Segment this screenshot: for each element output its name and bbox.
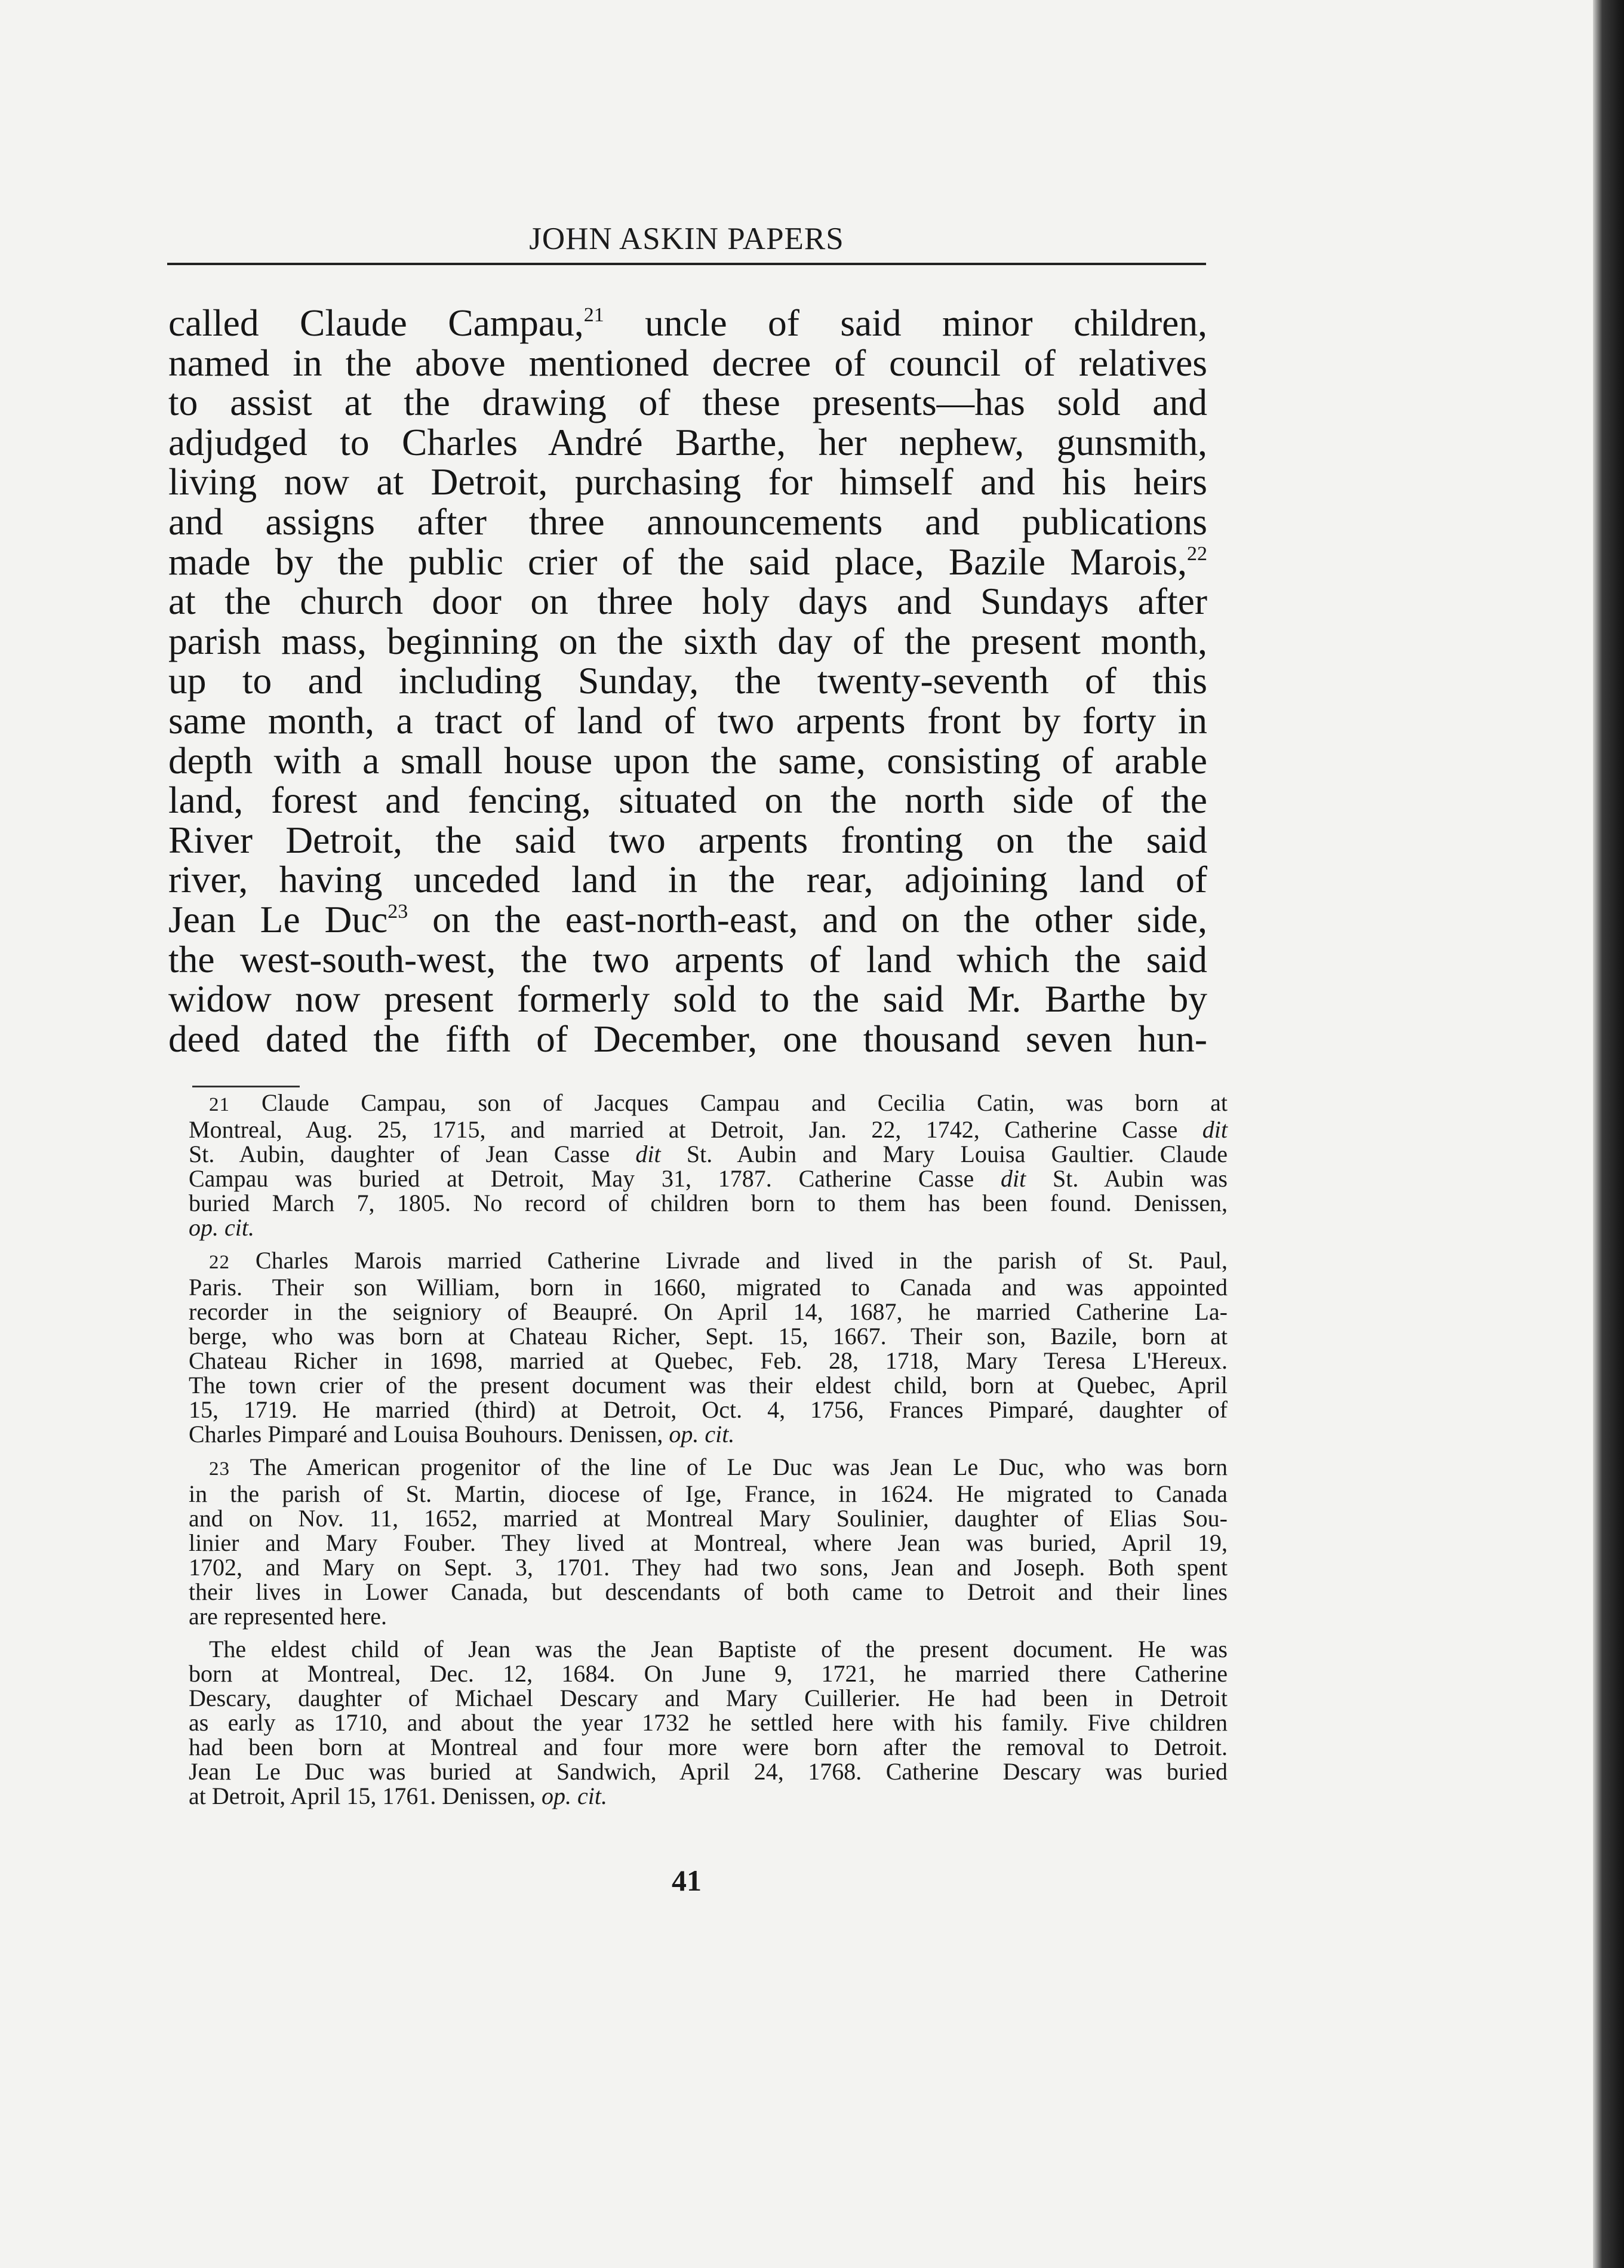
- text-line: named in the above mentioned decree of council of relatives: [168, 341, 1207, 384]
- text-line: River Detroit, the said two arpents fronting on the said: [168, 818, 1207, 861]
- text-line: and assigns after three announcements and publications: [168, 500, 1207, 543]
- running-head: JOHN ASKIN PAPERS: [529, 222, 844, 256]
- footnote-ref-21: 21: [583, 304, 604, 326]
- text-line: land, forest and fencing, situated on the north side of the: [168, 779, 1207, 822]
- text-line: depth with a small house upon the same, consisting of arable: [168, 739, 1207, 782]
- footnote-21: 21 Claude Campau, son of Jacques Campau and Cecilia Catin, was born at Montreal, Aug. 25, 1715, and married at Detroit, Jan. 22, 1742, Catherine Casse dit St. Aubin, daughter of Jean Casse dit St. Aubin and Mary Louisa Gaultier. Claude Campau was buried at Detroit, May 31, 1787. Catherine Casse dit St. Aubin was buried March 7, 1805. No record of children born to them has been found. Denissen, op. cit.: [189, 1089, 1228, 1241]
- text-line: called Claude Campau,$^{21}$ uncle of said minor children,: [168, 302, 1207, 344]
- text-line: the west-south-west, the two arpents of land which the said: [168, 938, 1207, 981]
- text-line: same month, a tract of land of two arpents front by forty in: [168, 699, 1207, 742]
- footnote-23: 23 The American progenitor of the line of Le Duc was Jean Le Duc, who was born in the parish of St. Martin, diocese of Ige, France, in 1624. He migrated to Canada and on Nov. 11, 1652, married at Montreal Mary Soulinier, daughter of Elias Sou- linier and Mary Fouber. They lived at Montreal, where Jean was buried, April 19, 1702, and Mary on Sept. 3, 1701. They had two sons, Jean and Joseph. Both spent their lives in Lower Canada, but descendants of both came to Detroit and their lines are represented here.: [189, 1453, 1228, 1630]
- footnotes: [189, 1090, 1228, 1817]
- text-line: Jean Le Duc$^{23}$ on the east-north-east, and on the other side,: [168, 898, 1207, 941]
- page-edge-shadow: [1593, 0, 1624, 2268]
- footnote-22: 22 Charles Marois married Catherine Livrade and lived in the parish of St. Paul, Paris. Their son William, born in 1660, migrated to Canada and was appointed recorder in the seigniory of Beaupré. On April 14, 1687, he married Catherine La- berge, who was born at Chateau Richer, Sept. 15, 1667. Their son, Bazile, born at Chateau Richer in 1698, married at Quebec, Feb. 28, 1718, Mary Teresa L'Hereux. The town crier of the present document was their eldest child, born at Quebec, April 15, 1719. He married (third) at Detroit, Oct. 4, 1756, Frances Pimparé, daughter of Charles Pimparé and Louisa Bouhours. Denissen, op. cit.: [189, 1247, 1228, 1448]
- text-line: adjudged to Charles André Barthe, her nephew, gunsmith,: [168, 420, 1207, 463]
- text-line: widow now present formerly sold to the said Mr. Barthe by: [168, 978, 1207, 1021]
- main-text: [168, 303, 1207, 1059]
- text-line: deed dated the fifth of December, one thousand seven hun-: [168, 1017, 1207, 1060]
- footnote-23-continued: The eldest child of Jean was the Jean Baptiste of the present document. He was born at Montreal, Dec. 12, 1684. On June 9, 1721, he married there Catherine Descary, daughter of Michael Descary and Mary Cuillerier. He had been in Detroit as early as 1710, and about the year 1732 he settled here with his family. Five children had been born at Montreal and four more were born after the removal to Detroit. Jean Le Duc was buried at Sandwich, April 24, 1768. Catherine Descary was buried at Detroit, April 15, 1761. Denissen, op. cit.: [189, 1636, 1228, 1809]
- text-line: living now at Detroit, purchasing for himself and his heirs: [168, 460, 1207, 503]
- text-line: parish mass, beginning on the sixth day of the present month,: [168, 619, 1207, 662]
- text-line: at the church door on three holy days and Sundays after: [168, 580, 1207, 623]
- footnote-ref-23: 23: [387, 900, 408, 923]
- page-number: 41: [672, 1864, 702, 1897]
- footnote-ref-22: 22: [1187, 542, 1207, 565]
- text-line: up to and including Sunday, the twenty-seventh of this: [168, 659, 1207, 702]
- text-line: made by the public crier of the said place, Bazile Marois,$^{22}$: [168, 540, 1207, 583]
- footnote-rule: [192, 1086, 300, 1087]
- header-rule: [167, 263, 1206, 265]
- text-line: to assist at the drawing of these presents—has sold and: [168, 381, 1207, 424]
- text-line: river, having unceded land in the rear, adjoining land of: [168, 858, 1207, 901]
